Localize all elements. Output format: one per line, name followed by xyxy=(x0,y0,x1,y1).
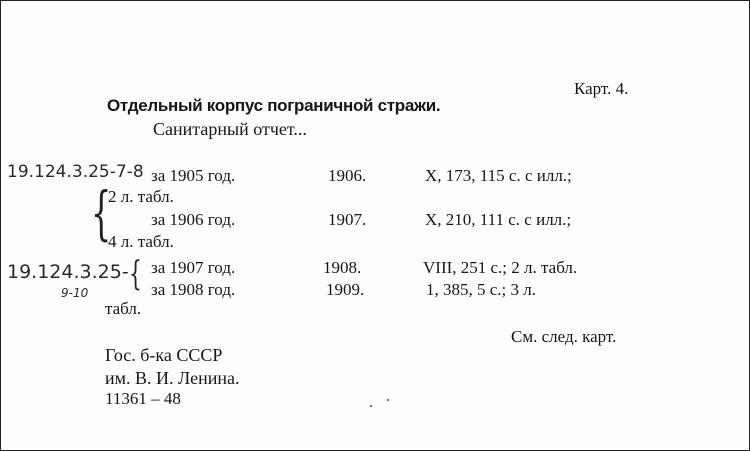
entry-description: VIII, 251 с.; 2 л. табл. xyxy=(423,258,578,277)
entry-published: 1908. xyxy=(323,258,362,277)
entry-continuation: 2 л. табл. xyxy=(108,187,174,206)
entry-year: за 1905 год. xyxy=(151,166,236,185)
print-code: 11361 – 48 xyxy=(105,389,181,408)
entry-year: за 1906 год. xyxy=(151,210,236,229)
entry-published: 1906. xyxy=(328,166,367,185)
organization-heading: Отдельный корпус пограничной стражи. xyxy=(107,96,441,115)
entry-published: 1909. xyxy=(326,280,365,299)
entry-description: 1, 385, 5 с.; 3 л. xyxy=(426,280,537,299)
handwritten-shelfmark: 19.124.3.25- xyxy=(7,261,129,283)
see-next-card: См. след. карт. xyxy=(511,327,617,346)
brace-icon: { xyxy=(91,179,112,247)
handwritten-shelfmark-sub: 9-10 xyxy=(61,286,89,300)
entry-description: X, 173, 115 с. с илл.; xyxy=(425,166,572,185)
library-name: Гос. б-ка СССР xyxy=(105,345,223,365)
document-title: Санитарный отчет... xyxy=(153,119,307,139)
entry-year: за 1907 год. xyxy=(151,258,236,277)
library-name-line-2: им. В. И. Ленина. xyxy=(105,368,240,388)
speck-mark xyxy=(387,399,389,401)
entry-published: 1907. xyxy=(328,210,367,229)
brace-icon: { xyxy=(129,254,142,294)
entry-continuation: 4 л. табл. xyxy=(108,232,174,251)
handwritten-shelfmark: 19.124.3.25-7-8 xyxy=(7,162,144,182)
card-number: Карт. 4. xyxy=(574,79,629,98)
entry-description: X, 210, 111 с. с илл.; xyxy=(425,210,572,229)
entry-year: за 1908 год. xyxy=(151,280,236,299)
speck-mark xyxy=(370,405,372,407)
entry-continuation: табл. xyxy=(105,299,142,318)
